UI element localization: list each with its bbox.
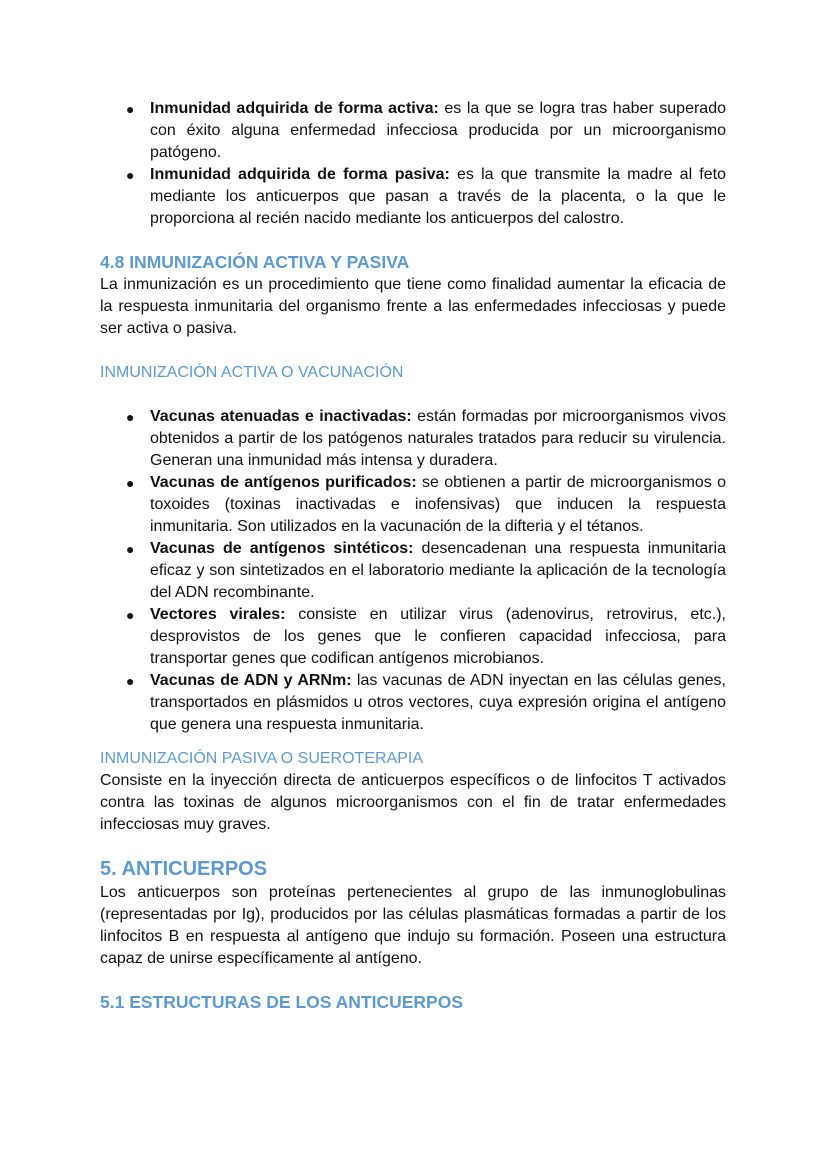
bullet-text: consiste en utilizar virus (adenovirus, retrovirus, etc.), desprovistos de los genes que le confieren capacidad infecciosa, para transportar genes que codifican antígenos microbianos. bbox=[150, 606, 726, 667]
section-heading-4-8: 4.8 INMUNIZACIÓN ACTIVA Y PASIVA bbox=[100, 252, 410, 272]
bullet-icon: ● bbox=[126, 409, 135, 425]
vaccine-types-list bbox=[100, 406, 726, 736]
list-item bbox=[100, 670, 726, 736]
list-item bbox=[100, 538, 726, 604]
passive-immunization-paragraph: Consiste en la inyección directa de anticuerpos específicos o de linfocitos T activados contra las toxinas de algunos microorganismos con el fin de tratar enfermedades infecciosas muy graves. bbox=[100, 772, 726, 833]
bullet-icon: ● bbox=[126, 167, 135, 183]
bullet-text: están formadas por microorganismos vivos obtenidos a partir de los patógenos naturales tratados para reducir su virulencia. Generan una inmunidad más intensa y duradera. bbox=[150, 408, 726, 469]
section-4-8-paragraph: La inmunización es un procedimiento que tiene como finalidad aumentar la eficacia de la respuesta inmunitaria del organismo frente a las enfermedades infecciosas y puede ser activa o pasiva. bbox=[100, 276, 726, 337]
bullet-term: Vectores virales: bbox=[150, 606, 286, 623]
bullet-text: es la que se logra tras haber superado con éxito alguna enfermedad infecciosa producida por un microorganismo patógeno. bbox=[150, 100, 726, 161]
bullet-text: desencadenan una respuesta inmunitaria eficaz y son sintetizados en el laboratorio mediante la aplicación de la tecnología del ADN recombinante. bbox=[150, 540, 727, 601]
bullet-text: las vacunas de ADN inyectan en las células genes, transportados en plásmidos u otros vectores, cuya expresión origina el antígeno que genera una respuesta inmunitaria. bbox=[150, 672, 726, 733]
bullet-term: Inmunidad adquirida de forma activa: bbox=[150, 100, 439, 117]
bullet-term: Vacunas de antígenos purificados: bbox=[150, 474, 417, 491]
list-item bbox=[100, 164, 726, 230]
bullet-text: es la que transmite la madre al feto mediante los anticuerpos que pasan a través de la placenta, o la que le proporciona al recién nacido mediante los anticuerpos del calostro. bbox=[150, 166, 726, 227]
bullet-term: Inmunidad adquirida de forma pasiva: bbox=[150, 166, 450, 183]
acquired-immunity-list bbox=[100, 98, 726, 230]
bullet-term: Vacunas de ADN y ARNm: bbox=[150, 672, 352, 689]
section-heading-5-1: 5.1 ESTRUCTURAS DE LOS ANTICUERPOS bbox=[100, 992, 464, 1012]
active-immunization-heading: INMUNIZACIÓN ACTIVA O VACUNACIÓN bbox=[100, 364, 404, 381]
bullet-icon: ● bbox=[126, 607, 135, 623]
section-5-paragraph: Los anticuerpos son proteínas pertenecientes al grupo de las inmunoglobulinas (representadas por Ig), producidos por las células plasmáticas formadas a partir de los linfocitos B en respuesta al antígeno que indujo su formación. Poseen una estructura capaz de unirse específicamente al antígeno. bbox=[100, 884, 726, 967]
section-heading-5: 5. ANTICUERPOS bbox=[100, 858, 268, 880]
bullet-icon: ● bbox=[126, 101, 135, 117]
bullet-icon: ● bbox=[126, 475, 135, 491]
passive-immunization-heading: INMUNIZACIÓN PASIVA O SUEROTERAPIA bbox=[100, 750, 424, 767]
list-item bbox=[100, 406, 726, 472]
list-item bbox=[100, 98, 726, 164]
bullet-text: se obtienen a partir de microorganismos o toxoides (toxinas inactivadas e inofensivas) que inducen la respuesta inmunitaria. Son utilizados en la vacunación de la difteria y el tétanos. bbox=[150, 474, 727, 535]
bullet-icon: ● bbox=[126, 673, 135, 689]
bullet-term: Vacunas de antígenos sintéticos: bbox=[150, 540, 414, 557]
bullet-term: Vacunas atenuadas e inactivadas: bbox=[150, 408, 412, 425]
list-item bbox=[100, 472, 726, 538]
list-item bbox=[100, 604, 726, 670]
bullet-icon: ● bbox=[126, 541, 135, 557]
